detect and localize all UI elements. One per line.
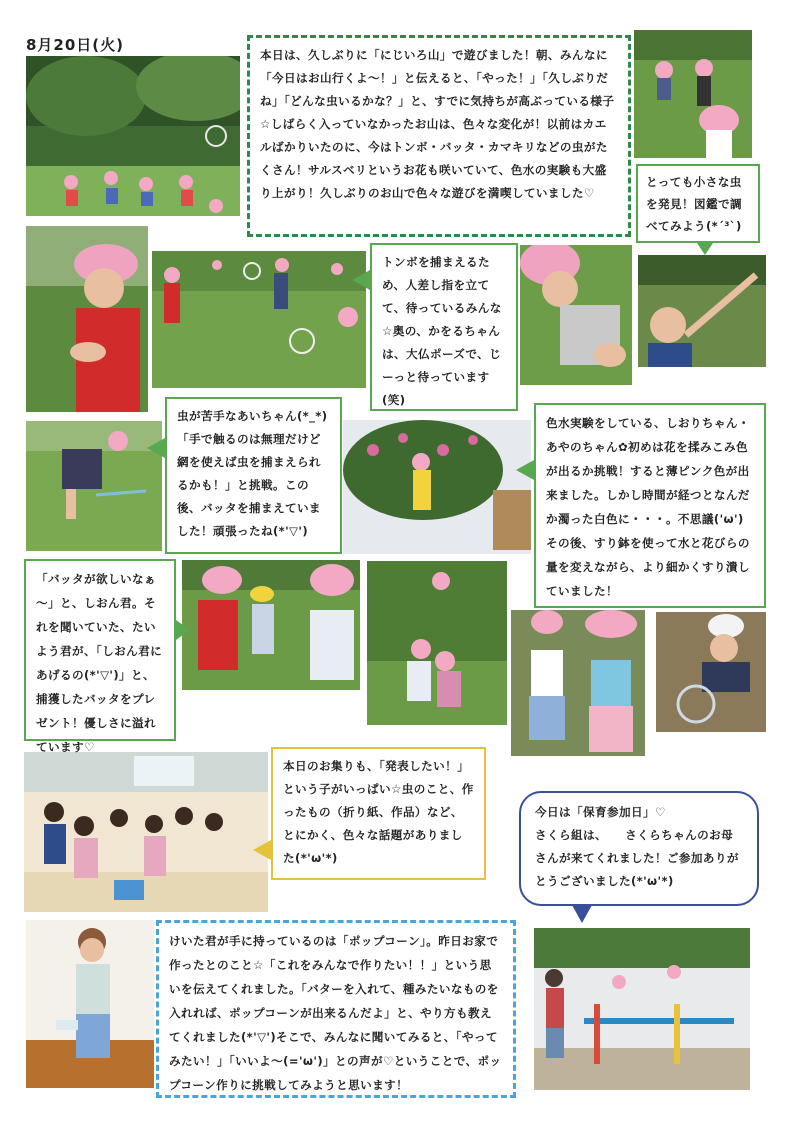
page-date: 8月20日(火) (26, 34, 124, 58)
photo-group-on-hill (26, 56, 240, 216)
ai-chan-caption: 虫が苦手なあいちゃん(*_*)「手で触るのは無理だけど網を使えば虫を捕まえられるかも！」と挑戦。この後、バッタを捕まえていました！頑張ったね(*'▽') (165, 397, 342, 554)
photo-girls-in-grass (634, 30, 752, 158)
grasshopper-caption-tail (176, 620, 190, 640)
photo-boy-pointing (638, 255, 766, 367)
photo-grasshopper-gift (182, 560, 360, 690)
small-bug-caption-tail (697, 243, 713, 255)
color-water-caption-tail (516, 460, 534, 480)
intro-text-box: 本日は、久しぶりに「にじいろ山」で遊びました！朝、みんなに「今日はお山行くよ～！」と伝えると、「やった！」「久しぶりだね」「どんな虫いるかな？」と、すでに気持ちが高ぶっている様子☆しばらく入っていなかったお山は、色々な変化が！以前はカエルばかりいたのに、今はトンボ・バッタ・カマキリなどの虫がたくさん！サルスベリというお花も咲いていて、色水の実験も大盛り上がり！久しぶりのお山で色々な遊びを満喫していました♡ (247, 35, 631, 237)
photo-girl-with-net (26, 421, 162, 551)
parent-day-caption: 今日は「保育参加日」♡ さくら組は、 さくらちゃんのお母さんが来てくれました！ご参加ありがとうございました(*'ω'*) (519, 791, 759, 906)
photo-parent-at-playground (534, 928, 750, 1090)
ai-chan-caption-tail (147, 438, 165, 458)
photo-boy-with-net (656, 612, 766, 732)
small-bug-caption: とっても小さな虫を発見！図鑑で調べてみよう(*ˊ³ˋ) (636, 164, 760, 243)
photo-boy-hands (26, 226, 148, 412)
dragonfly-caption: トンボを捕まえるため、人差し指を立てて、待っているみんな☆奥の、かをるちゃんは、大仏ポーズで、じーっと待っています(笑) (370, 243, 518, 411)
gathering-caption: 本日のお集りも、「発表したい！」という子がいっぱい☆虫のこと、作ったもの（折り紙、作品）など、とにかく、色々な話題がありました(*'ω'*) (271, 747, 486, 880)
photo-classroom-gathering (24, 752, 268, 912)
photo-girl-looking-hands (520, 245, 632, 385)
photo-kids-under-tree (367, 561, 507, 725)
color-water-caption: 色水実験をしている、しおりちゃん・あやのちゃん✿初めは花を揉みこみ色が出るか挑戦！すると薄ピンク色が出来ました。しかし時間が経つとなんだか濁った白色に・・・。不思議('ω')その後、すり鉢を使って水と花びらの量を変えながら、より細かくすり潰していました！ (534, 403, 766, 608)
grasshopper-caption: 「バッタが欲しいなぁ～」と、しおん君。それを聞いていた、たいよう君が、「しおん君にあげるの(*'▽')」と、捕獲したバッタをプレゼント！優しさに溢れています♡ (24, 559, 176, 741)
dragonfly-caption-tail (352, 270, 370, 290)
parent-day-caption-tail (572, 905, 592, 923)
gathering-caption-tail (253, 840, 271, 860)
photo-kids-with-nets (152, 251, 366, 388)
photo-boy-with-popcorn (26, 920, 154, 1088)
photo-two-girls (511, 610, 645, 756)
photo-child-in-tree (343, 420, 531, 554)
popcorn-text-box: けいた君が手に持っているのは「ポップコーン」。昨日お家で作ったとのこと☆「これをみんなで作りたい！！」という思いを伝えてくれました。「バターを入れて、種みたいなものを入れれば、ポップコーンが出来るんだよ」と、やり方も教えてくれました(*'▽')そこで、みんなに聞いてみると、「やってみたい！」「いいよ～(='ω')」との声が♡ということで、ポップコーン作りに挑戦してみようと思います！ (156, 920, 516, 1098)
